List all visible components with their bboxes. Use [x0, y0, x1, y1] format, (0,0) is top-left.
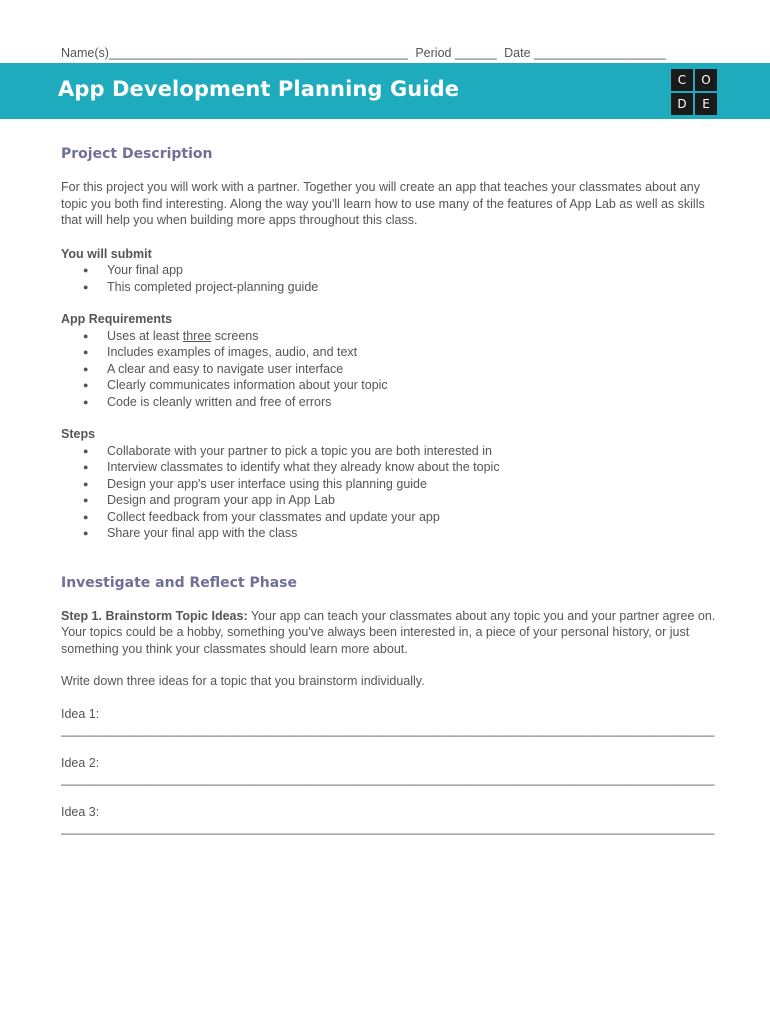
- submit-label: You will submit: [61, 246, 152, 261]
- list-item: ● Interview classmates to identify what they already know about the topic: [61, 459, 726, 476]
- logo-letter-d: D: [671, 93, 693, 115]
- header-fields-line: [61, 46, 700, 60]
- list-item: ● Share your final app with the class: [61, 525, 726, 542]
- idea-2: [61, 755, 726, 788]
- title-banner: [0, 63, 770, 119]
- idea-answer-line[interactable]: ______________________________________________________________________________________________: [61, 723, 715, 737]
- investigate-heading: Investigate and Reflect Phase: [61, 574, 297, 591]
- requirements-label: App Requirements: [61, 312, 173, 326]
- idea-label: Idea 2:: [61, 755, 100, 770]
- project-intro: For this project you will work with a partner. Together you will create an app that teaches your classmates about any topic you both find interesting. Along the way you'll learn how to use many of the features of App Lab as well as skills that will help you when building more apps throughout this class.: [61, 180, 705, 227]
- logo-letter-o: O: [695, 69, 717, 91]
- steps-label: Steps: [61, 427, 96, 441]
- idea-3: [61, 804, 726, 837]
- req-suffix: screens: [211, 328, 259, 343]
- steps-list: [61, 443, 726, 542]
- list-item: ● A clear and easy to navigate user interface: [61, 361, 726, 378]
- step1-label: Step 1. Brainstorm Topic Ideas:: [61, 608, 248, 623]
- document-body: [61, 146, 726, 837]
- list-item: ● Collaborate with your partner to pick a topic you are both interested in: [61, 443, 726, 460]
- underlined-three: three: [182, 328, 212, 343]
- step1-text: Your app can teach your classmates about any topic you and your partner agree on. Your topics could be a hobby, something you've always been interested in, a piece of your personal history, or just something you think your classmates should learn more about.: [61, 608, 716, 656]
- logo-letter-e: E: [695, 93, 717, 115]
- list-item: ● Code is cleanly written and free of errors: [61, 394, 726, 411]
- idea-answer-line[interactable]: ______________________________________________________________________________________________: [61, 821, 715, 835]
- logo-letter-c: C: [671, 69, 693, 91]
- list-item: ● Design your app's user interface using this planning guide: [61, 476, 726, 493]
- idea-1: [61, 706, 726, 739]
- list-item: ● This completed project-planning guide: [61, 279, 726, 296]
- req-prefix: Uses at least: [107, 328, 183, 343]
- list-item: ● Design and program your app in App Lab: [61, 492, 726, 509]
- list-item: ● Includes examples of images, audio, and text: [61, 344, 726, 361]
- names-field[interactable]: Name(s)___________________________________________: [61, 46, 408, 60]
- list-item: ● Your final app: [61, 262, 726, 279]
- idea-answer-line[interactable]: ______________________________________________________________________________________________: [61, 772, 715, 786]
- date-field[interactable]: Date ___________________: [504, 46, 667, 60]
- idea-label: Idea 1:: [61, 706, 100, 721]
- step1-paragraph: [61, 608, 726, 658]
- list-item: [61, 328, 726, 345]
- list-item: ● Clearly communicates information about your topic: [61, 377, 726, 394]
- brainstorm-instruction: Write down three ideas for a topic that you brainstorm individually.: [61, 674, 425, 688]
- code-logo: [671, 69, 718, 116]
- period-field[interactable]: Period ______: [415, 46, 497, 60]
- list-item: ● Collect feedback from your classmates and update your app: [61, 509, 726, 526]
- project-description-heading: Project Description: [61, 146, 213, 162]
- requirements-list: [61, 328, 726, 411]
- idea-label: Idea 3:: [61, 804, 100, 819]
- submit-list: [61, 262, 726, 295]
- page-title: App Development Planning Guide: [58, 77, 460, 101]
